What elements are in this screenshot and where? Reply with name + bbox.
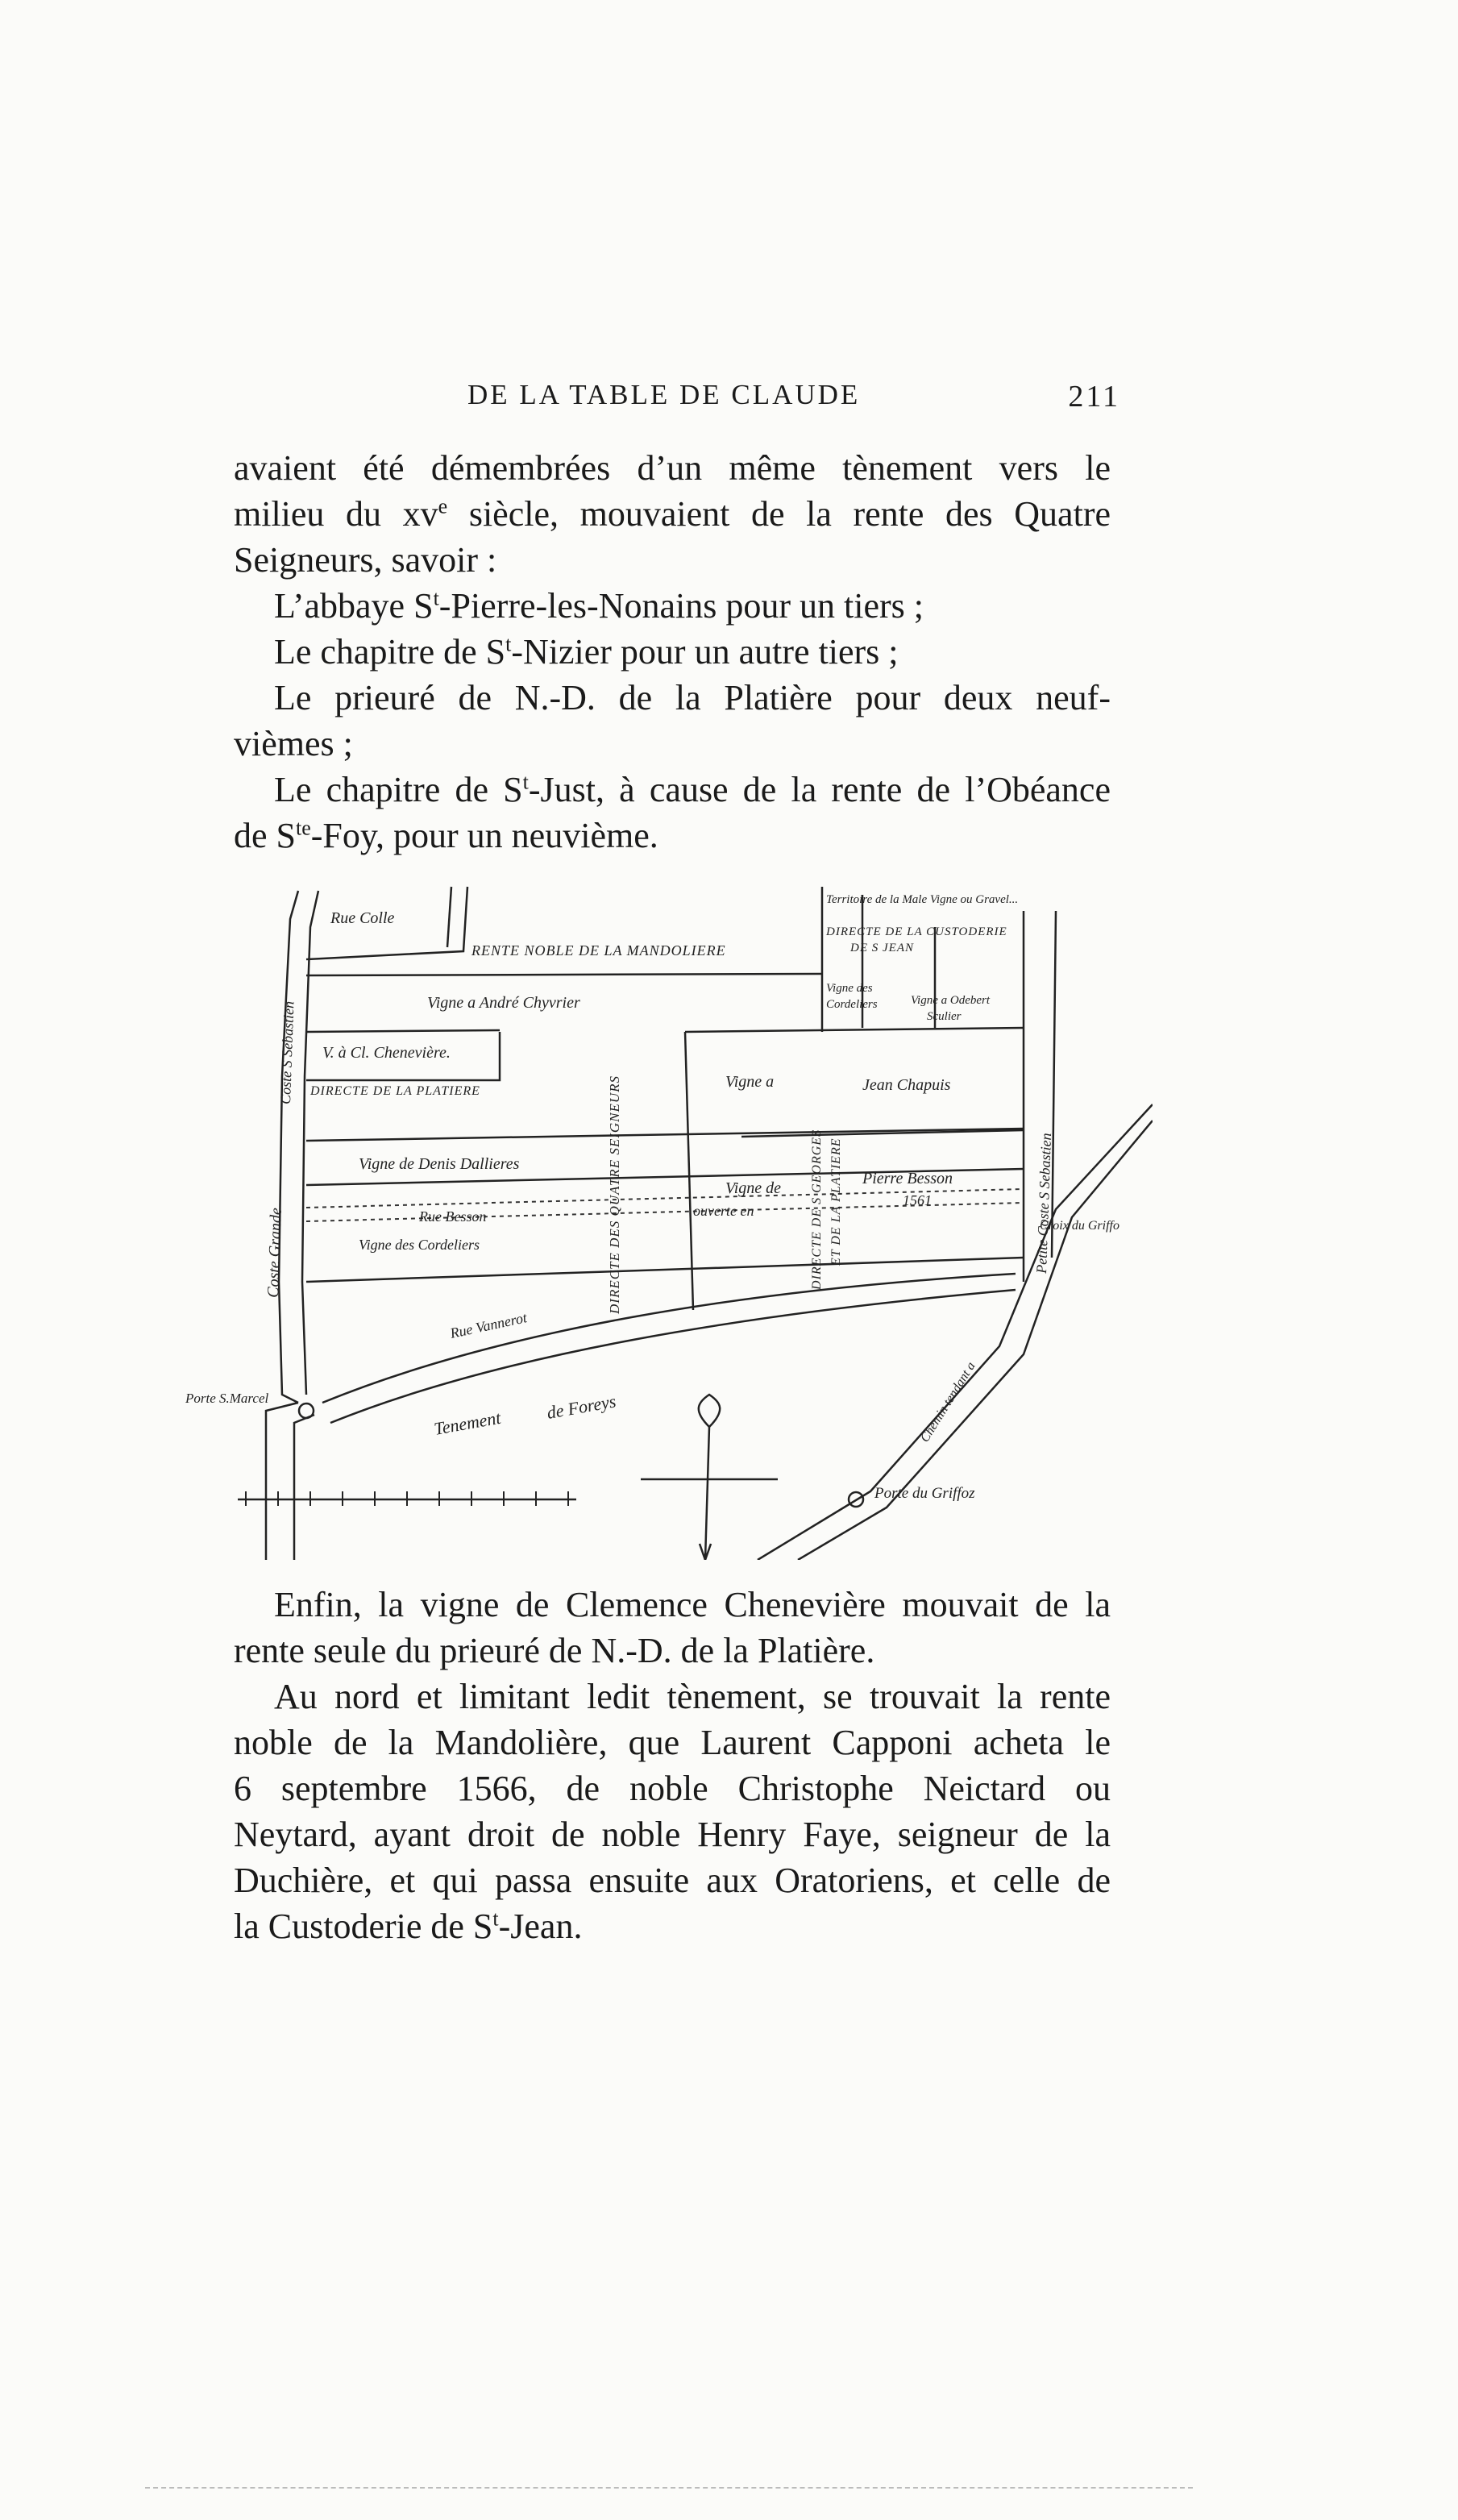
plan-map-svg — [177, 879, 1153, 1560]
paragraph — [234, 583, 1111, 629]
parcel-line — [685, 1028, 1024, 1032]
label-territoire: Territoire de la Male Vigne ou Gravel... — [826, 893, 1019, 906]
compass-shaft — [705, 1427, 709, 1560]
label-foreys: de Foreys — [545, 1391, 618, 1423]
label-petite-coste: Petite Coste S Sebastien — [1033, 1133, 1055, 1275]
label-vigne-cordeliers-top: Vigne des — [826, 982, 873, 995]
label-vigne-chapuis-b: Jean Chapuis — [862, 1076, 951, 1094]
page-number: 211 — [1068, 380, 1120, 414]
coste-grande-road-inner — [302, 891, 318, 1395]
plan-map — [177, 879, 1153, 1560]
fleur-de-lis-icon — [699, 1395, 720, 1427]
running-title: DE LA TABLE DE CLAUDE — [467, 379, 861, 410]
parcel-line — [306, 1258, 1024, 1282]
road-porte-marcel — [294, 1415, 314, 1560]
text-line: Duchière, et qui passa ensuite aux Oratoriens, et celle de — [234, 1861, 1111, 1900]
text-line: Au nord et limitant ledit tènement, se trouvait la rente — [274, 1677, 1111, 1716]
label-rue-colle: Rue Colle — [330, 909, 395, 927]
label-chemin-griffo: Chemin tendant a — [917, 1359, 978, 1445]
label-coste-sebastien: Coste S Sebastien — [277, 1000, 297, 1105]
label-et-platiere: ET DE LA PLATIERE — [829, 1137, 843, 1266]
text-line: milieu du $xv^e$ siècle, mouvaient de la rente des Quatre — [234, 494, 1111, 534]
paragraph — [234, 721, 1111, 767]
paragraph — [234, 813, 1111, 859]
text-block-bottom — [234, 1582, 1111, 1949]
parcel-line — [306, 1030, 500, 1032]
label-rente-noble: RENTE NOBLE DE LA MANDOLIERE — [471, 942, 726, 959]
paragraph — [234, 1582, 1111, 1628]
paragraph — [234, 767, 1111, 813]
porte-marcel-gate — [299, 1403, 314, 1418]
label-porte-marcel: Porte S.Marcel — [185, 1391, 269, 1406]
page-edge-marks — [145, 2487, 1193, 2489]
coste-sebastien-road — [1052, 911, 1056, 1258]
label-vigne-chyvrier: Vigne a André Chyvrier — [427, 994, 580, 1012]
text-line: de $S^{te}$-Foy, pour un neuvième. — [234, 816, 658, 855]
label-directe-custoderie: DIRECTE DE LA CUSTODERIE — [826, 925, 1007, 938]
label-vigne-cordeliers-top-2: Cordeliers — [826, 998, 878, 1011]
label-croix-griffo: Croix du Griffo — [1040, 1219, 1119, 1233]
parcel-line — [447, 887, 451, 947]
text-line: L’abbaye $S^t-Pierre-les$-Nonains pour un tiers ; — [274, 586, 924, 626]
paragraph — [234, 445, 1111, 583]
label-v-cheneviere: V. à Cl. Chenevière. — [322, 1044, 451, 1062]
text-line: avaient été démembrées d’un même tènement vers le — [234, 448, 1111, 488]
label-vigne-odebert: Vigne a Odebert — [911, 994, 991, 1007]
label-year: 1561 — [903, 1192, 932, 1208]
label-rue-besson: Rue Besson — [419, 1208, 487, 1225]
label-vigne-cordeliers-bottom: Vigne des Cordeliers — [359, 1237, 480, 1253]
text-line: Seigneurs, savoir : — [234, 540, 497, 580]
text-line: la Custoderie de $S^t$-Jean. — [234, 1907, 583, 1946]
text-line: Neytard, ayant droit de noble Henry Faye, seigneur de la — [234, 1815, 1111, 1854]
label-directe-platiere: DIRECTE DE LA PLATIERE — [310, 1084, 480, 1098]
text-line: vièmes ; — [234, 724, 353, 763]
label-directe-custoderie-2: DE S JEAN — [850, 942, 914, 954]
label-pierre-besson: Pierre Besson — [862, 1170, 953, 1187]
text-line: rente seule du prieuré de N.-D. de la Platière. — [234, 1631, 875, 1670]
text-block-top — [234, 445, 1111, 859]
label-directe-quatre: DIRECTE DES QUATRE SEIGNEURS — [607, 1075, 622, 1314]
label-ouverte-en: ouverte en — [693, 1203, 754, 1219]
label-porte-griffoz: Porte du Griffoz — [874, 1485, 975, 1502]
text-line: Le chapitre de $S^t$-Nizier pour un autre tiers ; — [274, 632, 899, 672]
label-vigne-chapuis-a: Vigne a — [725, 1073, 775, 1091]
label-vigne-de: Vigne de — [725, 1179, 782, 1197]
paragraph — [234, 1674, 1111, 1720]
parcel-line — [306, 974, 822, 975]
text-line: noble de la Mandolière, que Laurent Capponi acheta le — [234, 1723, 1111, 1762]
label-rue-vannerot: Rue Vannerot — [448, 1309, 529, 1341]
label-tenement: Tenement — [432, 1407, 503, 1439]
coste-grande-road — [279, 891, 298, 1403]
label-directe-st-georges: DIRECTE DE S GEORGES — [810, 1129, 824, 1290]
label-vigne-odebert-2: Sculier — [927, 1010, 962, 1023]
label-coste-grande: Coste Grande — [264, 1207, 285, 1299]
text-line: Enfin, la vigne de Clemence Chenevière mouvait de la — [274, 1585, 1111, 1624]
page-header — [234, 379, 1120, 427]
paragraph — [234, 629, 1111, 675]
text-line: Le chapitre de $S^t$-Just, à cause de la rente de l’Obéance — [274, 770, 1111, 809]
paragraph — [234, 675, 1111, 721]
text-line: Le prieuré de N.-D. de la Platière pour deux neuf- — [274, 678, 1111, 717]
rue-vannerot — [322, 1274, 1016, 1403]
parcel-line — [306, 1129, 1024, 1141]
paragraph — [234, 1720, 1111, 1949]
text-line: 6 septembre 1566, de noble Christophe Neictard ou — [234, 1769, 1111, 1808]
paragraph — [234, 1628, 1111, 1674]
label-vigne-dallieres: Vigne de Denis Dallieres — [359, 1155, 520, 1173]
